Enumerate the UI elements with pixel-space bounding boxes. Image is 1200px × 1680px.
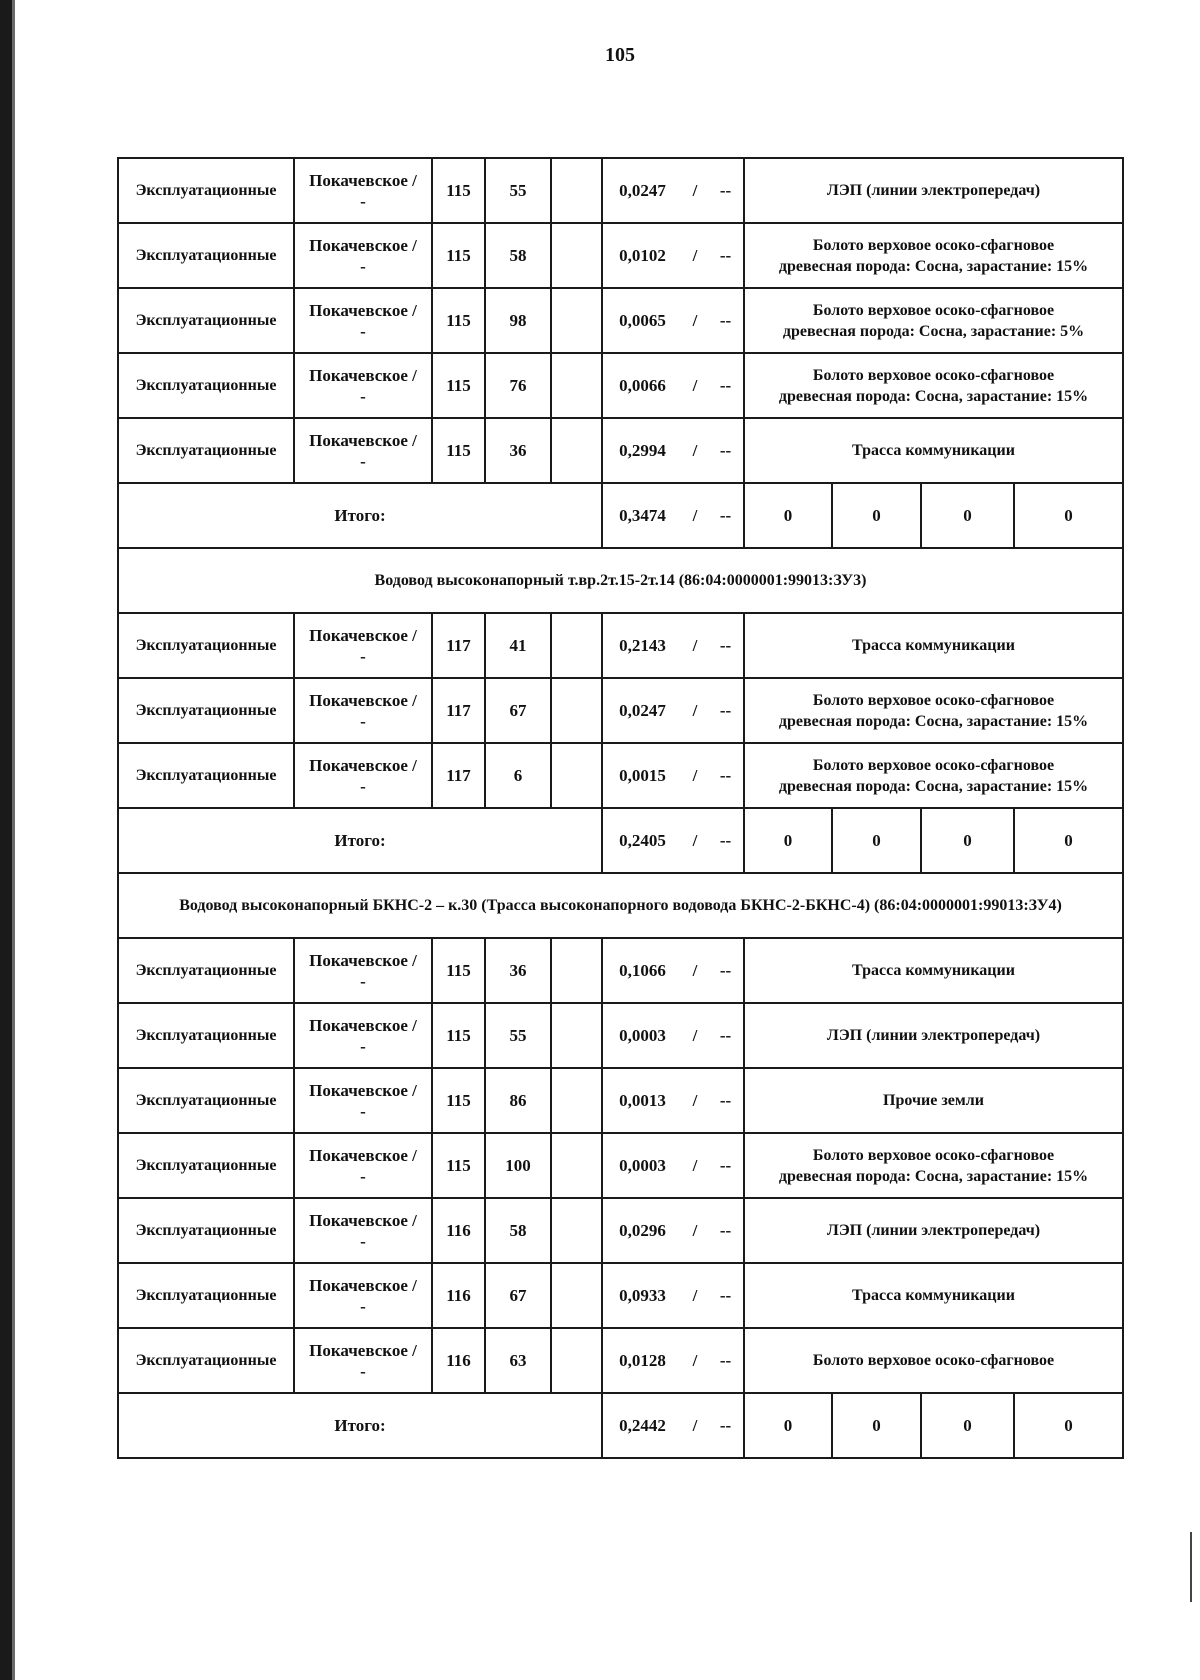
area-cell: 0,0013 <box>602 1068 682 1133</box>
description-line: Болото верховое осоко-сфагновое <box>812 756 1055 774</box>
district-name: Покачевское / <box>309 1340 417 1360</box>
total-value-cell: 0 <box>832 1393 921 1458</box>
scan-left-edge <box>0 0 12 1680</box>
section-title: Водовод высоконапорный т.вр.2т.15-2т.14 (86:04:0000001:99013:ЗУ3) <box>118 548 1123 613</box>
area-cell: 0,1066 <box>602 938 682 1003</box>
allotment-cell: 6 <box>485 743 551 808</box>
quarter-cell: 116 <box>432 1328 485 1393</box>
empty-cell <box>551 678 602 743</box>
description-line: древесная порода: Сосна, зарастание: 15% <box>778 387 1089 405</box>
area-cell: 0,0247 <box>602 678 682 743</box>
land-description-cell <box>744 1198 1123 1263</box>
district-sub: - <box>360 321 366 341</box>
description-line: древесная порода: Сосна, зарастание: 15% <box>778 777 1089 795</box>
district-cell <box>294 418 432 483</box>
area-cell: 0,0015 <box>602 743 682 808</box>
district-sub: - <box>360 1101 366 1121</box>
allotment-cell: 58 <box>485 223 551 288</box>
district-name: Покачевское / <box>309 1210 417 1230</box>
dash-cell: -- <box>708 743 744 808</box>
total-value-cell: 0 <box>744 1393 832 1458</box>
allotment-cell: 76 <box>485 353 551 418</box>
description-line: Трасса коммуникации <box>852 637 1015 654</box>
section-header-row <box>118 548 1123 613</box>
district-name: Покачевское / <box>309 1275 417 1295</box>
allotment-cell: 86 <box>485 1068 551 1133</box>
empty-cell <box>551 743 602 808</box>
quarter-cell: 115 <box>432 418 485 483</box>
table-row <box>118 223 1123 288</box>
table-row <box>118 1133 1123 1198</box>
land-description-cell <box>744 1263 1123 1328</box>
slash-cell: / <box>682 743 708 808</box>
district-name: Покачевское / <box>309 235 417 255</box>
district-sub: - <box>360 451 366 471</box>
empty-cell <box>551 613 602 678</box>
table-row <box>118 1198 1123 1263</box>
allotment-cell: 63 <box>485 1328 551 1393</box>
area-cell: 0,0128 <box>602 1328 682 1393</box>
area-cell: 0,0066 <box>602 353 682 418</box>
area-cell: 0,0296 <box>602 1198 682 1263</box>
table-row <box>118 418 1123 483</box>
table-row <box>118 1328 1123 1393</box>
district-name: Покачевское / <box>309 690 417 710</box>
land-description-cell <box>744 1003 1123 1068</box>
slash-cell: / <box>682 1133 708 1198</box>
quarter-cell: 115 <box>432 938 485 1003</box>
district-cell <box>294 288 432 353</box>
district-cell <box>294 353 432 418</box>
use-type-cell: Эксплуатационные <box>118 1003 294 1068</box>
district-cell <box>294 158 432 223</box>
use-type-cell: Эксплуатационные <box>118 678 294 743</box>
district-name: Покачевское / <box>309 625 417 645</box>
allotment-cell: 41 <box>485 613 551 678</box>
use-type-cell: Эксплуатационные <box>118 1198 294 1263</box>
description-line: ЛЭП (линии электропередач) <box>826 182 1041 199</box>
district-sub: - <box>360 1361 366 1381</box>
use-type-cell: Эксплуатационные <box>118 938 294 1003</box>
total-row <box>118 808 1123 873</box>
description-line: ЛЭП (линии электропередач) <box>826 1027 1041 1044</box>
allotment-cell: 100 <box>485 1133 551 1198</box>
district-cell <box>294 1328 432 1393</box>
slash-cell: / <box>682 1068 708 1133</box>
area-cell: 0,0003 <box>602 1133 682 1198</box>
slash-cell: / <box>682 938 708 1003</box>
use-type-cell: Эксплуатационные <box>118 1068 294 1133</box>
total-value-cell: 0 <box>1014 808 1123 873</box>
land-description-cell <box>744 1133 1123 1198</box>
table-row <box>118 743 1123 808</box>
district-cell <box>294 743 432 808</box>
district-name: Покачевское / <box>309 300 417 320</box>
land-description-cell <box>744 418 1123 483</box>
dash-cell: -- <box>708 808 744 873</box>
slash-cell: / <box>682 613 708 678</box>
allotment-cell: 55 <box>485 158 551 223</box>
total-value-cell: 0 <box>921 808 1014 873</box>
empty-cell <box>551 1328 602 1393</box>
dash-cell: -- <box>708 678 744 743</box>
total-row <box>118 483 1123 548</box>
land-description-cell <box>744 938 1123 1003</box>
district-cell <box>294 1068 432 1133</box>
allotment-cell: 98 <box>485 288 551 353</box>
district-cell <box>294 938 432 1003</box>
total-label: Итого: <box>118 808 602 873</box>
empty-cell <box>551 288 602 353</box>
dash-cell: -- <box>708 1003 744 1068</box>
empty-cell <box>551 1198 602 1263</box>
description-line: ЛЭП (линии электропередач) <box>826 1222 1041 1239</box>
description-line: Болото верховое осоко-сфагновое <box>812 691 1055 709</box>
table-row <box>118 1263 1123 1328</box>
total-value-cell: 0 <box>832 483 921 548</box>
dash-cell: -- <box>708 1068 744 1133</box>
dash-cell: -- <box>708 288 744 353</box>
total-label: Итого: <box>118 483 602 548</box>
district-name: Покачевское / <box>309 950 417 970</box>
use-type-cell: Эксплуатационные <box>118 1133 294 1198</box>
use-type-cell: Эксплуатационные <box>118 288 294 353</box>
area-cell: 0,2143 <box>602 613 682 678</box>
empty-cell <box>551 158 602 223</box>
district-sub: - <box>360 386 366 406</box>
empty-cell <box>551 1263 602 1328</box>
district-cell <box>294 613 432 678</box>
slash-cell: / <box>682 158 708 223</box>
table-row <box>118 938 1123 1003</box>
quarter-cell: 117 <box>432 613 485 678</box>
description-line: Болото верховое осоко-сфагновое <box>812 1146 1055 1164</box>
land-description-cell <box>744 743 1123 808</box>
quarter-cell: 117 <box>432 743 485 808</box>
district-cell <box>294 1198 432 1263</box>
description-line: Трасса коммуникации <box>852 442 1015 459</box>
description-line: древесная порода: Сосна, зарастание: 15% <box>778 712 1089 730</box>
empty-cell <box>551 418 602 483</box>
empty-cell <box>551 1068 602 1133</box>
district-sub: - <box>360 1296 366 1316</box>
use-type-cell: Эксплуатационные <box>118 1263 294 1328</box>
area-cell: 0,0102 <box>602 223 682 288</box>
table-row <box>118 613 1123 678</box>
use-type-cell: Эксплуатационные <box>118 353 294 418</box>
table-row <box>118 288 1123 353</box>
table-row <box>118 158 1123 223</box>
district-name: Покачевское / <box>309 170 417 190</box>
slash-cell: / <box>682 808 708 873</box>
use-type-cell: Эксплуатационные <box>118 743 294 808</box>
scan-left-shadow <box>12 0 15 1680</box>
quarter-cell: 115 <box>432 288 485 353</box>
description-line: древесная порода: Сосна, зарастание: 15% <box>778 257 1089 275</box>
land-description-cell <box>744 158 1123 223</box>
district-sub: - <box>360 1231 366 1251</box>
quarter-cell: 115 <box>432 223 485 288</box>
use-type-cell: Эксплуатационные <box>118 418 294 483</box>
empty-cell <box>551 1003 602 1068</box>
description-line: Трасса коммуникации <box>852 1287 1015 1304</box>
land-description-cell <box>744 1068 1123 1133</box>
district-cell <box>294 1133 432 1198</box>
allotment-cell: 36 <box>485 938 551 1003</box>
slash-cell: / <box>682 418 708 483</box>
total-value-cell: 0 <box>832 808 921 873</box>
slash-cell: / <box>682 678 708 743</box>
dash-cell: -- <box>708 418 744 483</box>
allotment-cell: 55 <box>485 1003 551 1068</box>
total-value-cell: 0 <box>744 808 832 873</box>
district-sub: - <box>360 971 366 991</box>
dash-cell: -- <box>708 1328 744 1393</box>
description-line: Трасса коммуникации <box>852 962 1015 979</box>
land-plot-table <box>117 157 1124 1459</box>
slash-cell: / <box>682 1263 708 1328</box>
area-cell: 0,2994 <box>602 418 682 483</box>
district-sub: - <box>360 256 366 276</box>
slash-cell: / <box>682 223 708 288</box>
district-sub: - <box>360 711 366 731</box>
quarter-cell: 115 <box>432 1133 485 1198</box>
use-type-cell: Эксплуатационные <box>118 223 294 288</box>
district-name: Покачевское / <box>309 1145 417 1165</box>
district-sub: - <box>360 1166 366 1186</box>
dash-cell: -- <box>708 938 744 1003</box>
section-header-row <box>118 873 1123 938</box>
total-value-cell: 0 <box>1014 1393 1123 1458</box>
district-cell <box>294 223 432 288</box>
land-description-cell <box>744 613 1123 678</box>
slash-cell: / <box>682 1328 708 1393</box>
quarter-cell: 115 <box>432 353 485 418</box>
use-type-cell: Эксплуатационные <box>118 158 294 223</box>
dash-cell: -- <box>708 1263 744 1328</box>
total-value-cell: 0 <box>921 1393 1014 1458</box>
table-row <box>118 353 1123 418</box>
district-sub: - <box>360 646 366 666</box>
description-line: Прочие земли <box>883 1092 984 1109</box>
land-description-cell <box>744 1328 1123 1393</box>
allotment-cell: 36 <box>485 418 551 483</box>
description-line: древесная порода: Сосна, зарастание: 5% <box>782 322 1085 340</box>
empty-cell <box>551 938 602 1003</box>
district-name: Покачевское / <box>309 755 417 775</box>
total-area: 0,2405 <box>602 808 682 873</box>
area-cell: 0,0933 <box>602 1263 682 1328</box>
district-sub: - <box>360 776 366 796</box>
dash-cell: -- <box>708 1198 744 1263</box>
table-row <box>118 678 1123 743</box>
dash-cell: -- <box>708 353 744 418</box>
description-line: древесная порода: Сосна, зарастание: 15% <box>778 1167 1089 1185</box>
description-line: Болото верховое осоко-сфагновое <box>812 366 1055 384</box>
total-area: 0,2442 <box>602 1393 682 1458</box>
allotment-cell: 67 <box>485 1263 551 1328</box>
dash-cell: -- <box>708 613 744 678</box>
district-sub: - <box>360 1036 366 1056</box>
district-cell <box>294 1003 432 1068</box>
total-area: 0,3474 <box>602 483 682 548</box>
quarter-cell: 116 <box>432 1198 485 1263</box>
slash-cell: / <box>682 1003 708 1068</box>
quarter-cell: 116 <box>432 1263 485 1328</box>
district-name: Покачевское / <box>309 365 417 385</box>
district-sub: - <box>360 191 366 211</box>
dash-cell: -- <box>708 1133 744 1198</box>
dash-cell: -- <box>708 223 744 288</box>
table-row <box>118 1068 1123 1133</box>
district-name: Покачевское / <box>309 1080 417 1100</box>
district-cell <box>294 678 432 743</box>
empty-cell <box>551 1133 602 1198</box>
dash-cell: -- <box>708 158 744 223</box>
slash-cell: / <box>682 353 708 418</box>
section-title: Водовод высоконапорный БКНС-2 – к.30 (Трасса высоконапорного водовода БКНС-2-БКНС-4) (86:04:0000001:99013:ЗУ4) <box>118 873 1123 938</box>
quarter-cell: 115 <box>432 1003 485 1068</box>
scan-mark <box>1190 1532 1192 1602</box>
use-type-cell: Эксплуатационные <box>118 1328 294 1393</box>
district-name: Покачевское / <box>309 1015 417 1035</box>
allotment-cell: 58 <box>485 1198 551 1263</box>
district-cell <box>294 1263 432 1328</box>
description-line: Болото верховое осоко-сфагновое <box>812 1352 1055 1369</box>
description-line: Болото верховое осоко-сфагновое <box>812 301 1055 319</box>
land-description-cell <box>744 353 1123 418</box>
slash-cell: / <box>682 1393 708 1458</box>
dash-cell: -- <box>708 1393 744 1458</box>
use-type-cell: Эксплуатационные <box>118 613 294 678</box>
description-line: Болото верховое осоко-сфагновое <box>812 236 1055 254</box>
area-cell: 0,0003 <box>602 1003 682 1068</box>
total-value-cell: 0 <box>921 483 1014 548</box>
slash-cell: / <box>682 483 708 548</box>
land-description-cell <box>744 223 1123 288</box>
total-value-cell: 0 <box>1014 483 1123 548</box>
dash-cell: -- <box>708 483 744 548</box>
total-row <box>118 1393 1123 1458</box>
slash-cell: / <box>682 288 708 353</box>
quarter-cell: 115 <box>432 158 485 223</box>
page-number: 105 <box>605 44 635 66</box>
slash-cell: / <box>682 1198 708 1263</box>
total-label: Итого: <box>118 1393 602 1458</box>
table-row <box>118 1003 1123 1068</box>
land-description-cell <box>744 288 1123 353</box>
quarter-cell: 117 <box>432 678 485 743</box>
total-value-cell: 0 <box>744 483 832 548</box>
empty-cell <box>551 223 602 288</box>
quarter-cell: 115 <box>432 1068 485 1133</box>
empty-cell <box>551 353 602 418</box>
area-cell: 0,0065 <box>602 288 682 353</box>
district-name: Покачевское / <box>309 430 417 450</box>
area-cell: 0,0247 <box>602 158 682 223</box>
land-description-cell <box>744 678 1123 743</box>
allotment-cell: 67 <box>485 678 551 743</box>
